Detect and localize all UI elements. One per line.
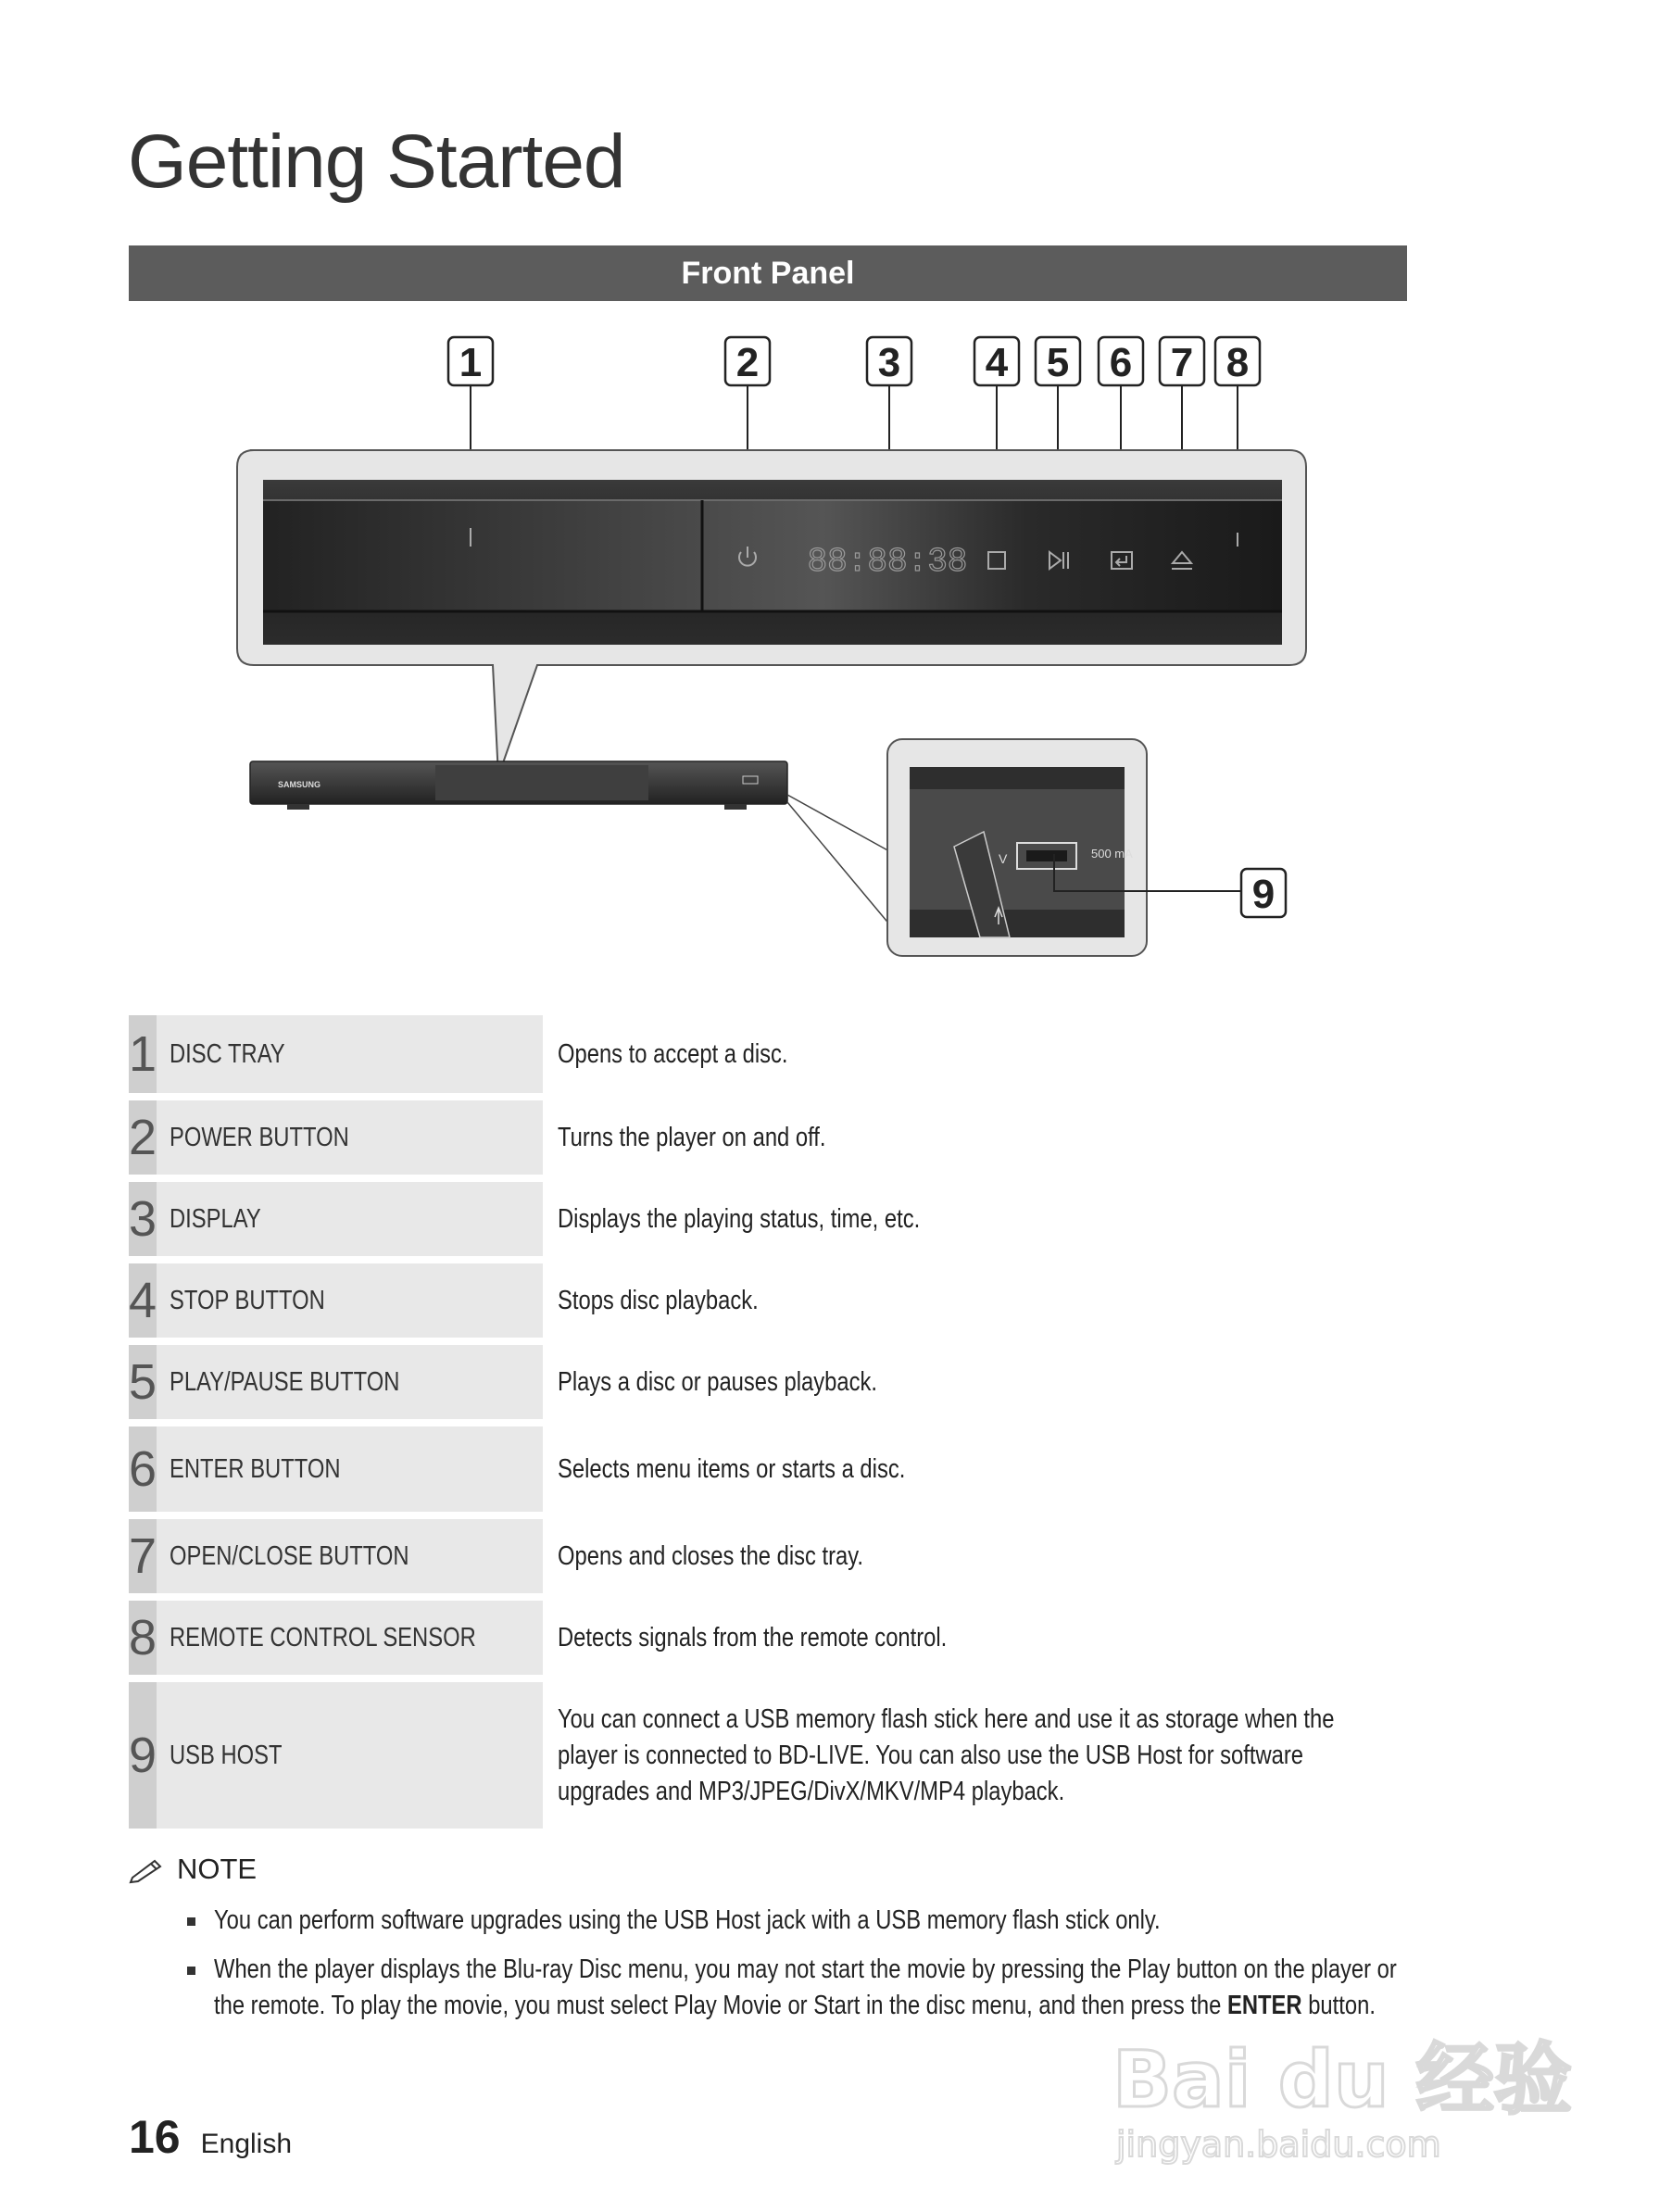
svg-text:4: 4	[985, 340, 1009, 385]
svg-text:jingyan.baidu.com: jingyan.baidu.com	[1116, 2124, 1441, 2165]
part-name: POWER BUTTON	[157, 1100, 543, 1175]
table-row	[129, 1100, 1558, 1175]
section-title: Front Panel	[681, 255, 855, 291]
bullet-icon	[187, 1967, 195, 1975]
svg-text:V: V	[999, 851, 1008, 866]
part-description: Stops disc playback.	[558, 1285, 760, 1315]
part-name: STOP BUTTON	[157, 1263, 543, 1338]
part-name: DISPLAY	[157, 1182, 543, 1256]
table-row	[129, 1519, 1558, 1593]
display-readout: 88:88:38	[807, 543, 968, 581]
part-number: 2	[129, 1100, 157, 1175]
page-number: 16	[129, 2111, 181, 2163]
table-row	[129, 1345, 1558, 1419]
svg-text:8: 8	[1225, 340, 1250, 385]
part-name: PLAY/PAUSE BUTTON	[157, 1345, 543, 1419]
table-row	[129, 1601, 1558, 1675]
svg-text:Bai du 经验: Bai du 经验	[1112, 2034, 1572, 2125]
part-description: Turns the player on and off.	[558, 1122, 826, 1152]
front-panel-figure	[0, 0, 1561, 1000]
svg-text:1: 1	[459, 340, 483, 385]
part-description: Opens to accept a disc.	[558, 1038, 788, 1069]
player-body	[250, 761, 787, 810]
part-number: 7	[129, 1519, 157, 1593]
part-number: 6	[129, 1426, 157, 1512]
svg-text:2: 2	[735, 340, 760, 385]
page-language: English	[200, 2129, 293, 2159]
watermark	[1107, 2017, 1572, 2175]
svg-text:3: 3	[877, 340, 901, 385]
page-footer	[129, 2110, 292, 2164]
part-name: USB HOST	[157, 1682, 543, 1829]
table-row	[129, 1426, 1558, 1512]
parts-table	[129, 1008, 1558, 1836]
part-number: 4	[129, 1263, 157, 1338]
svg-text:7: 7	[1170, 340, 1194, 385]
part-name: OPEN/CLOSE BUTTON	[157, 1519, 543, 1593]
list-item: When the player displays the Blu-ray Disc menu, you may not start the movie by pressing the Play button on the player or the remote. To play the movie, you must select Play Movie or Start in the disc menu, and then press the ENTER button.	[129, 1952, 1407, 2024]
part-number: 8	[129, 1601, 157, 1675]
part-name: REMOTE CONTROL SENSOR	[157, 1601, 543, 1675]
note-list	[129, 1903, 1407, 2024]
part-name: DISC TRAY	[157, 1015, 543, 1093]
part-description: You can connect a USB memory flash stick here and use it as storage when the player is connected to BD-LIVE. You can also use the USB Host for software upgrades and MP3/JPEG/DivX/MKV/MP4 playback.	[558, 1703, 1335, 1806]
bullet-icon	[187, 1917, 195, 1926]
svg-text:9: 9	[1251, 872, 1276, 917]
table-row	[129, 1263, 1558, 1338]
page-title: Getting Started	[128, 119, 625, 204]
brand-label: SAMSUNG	[278, 780, 321, 789]
usb-zoom	[787, 739, 1241, 956]
svg-text:5: 5	[1046, 340, 1070, 385]
part-description: Displays the playing status, time, etc.	[558, 1203, 921, 1234]
front-panel-zoom	[237, 450, 1306, 776]
part-description: Detects signals from the remote control.	[558, 1622, 948, 1653]
part-description: Selects menu items or starts a disc.	[558, 1453, 906, 1484]
note-block	[129, 1853, 1407, 2037]
note-header	[129, 1853, 1407, 1886]
part-description: Opens and closes the disc tray.	[558, 1540, 864, 1571]
svg-text:500 mA: 500 mA	[1091, 847, 1133, 861]
part-number: 5	[129, 1345, 157, 1419]
part-description: Plays a disc or pauses playback.	[558, 1366, 878, 1397]
table-row	[129, 1182, 1558, 1256]
callout-9	[1241, 869, 1286, 917]
part-number: 9	[129, 1682, 157, 1829]
table-row	[129, 1015, 1558, 1093]
part-name: ENTER BUTTON	[157, 1426, 543, 1512]
part-number: 1	[129, 1015, 157, 1093]
table-row	[129, 1682, 1558, 1829]
svg-text:6: 6	[1109, 340, 1133, 385]
list-item: You can perform software upgrades using the USB Host jack with a USB memory flash stick only.	[129, 1903, 1407, 1939]
pencil-icon	[129, 1855, 166, 1883]
note-title: NOTE	[177, 1853, 258, 1885]
part-number: 3	[129, 1182, 157, 1256]
